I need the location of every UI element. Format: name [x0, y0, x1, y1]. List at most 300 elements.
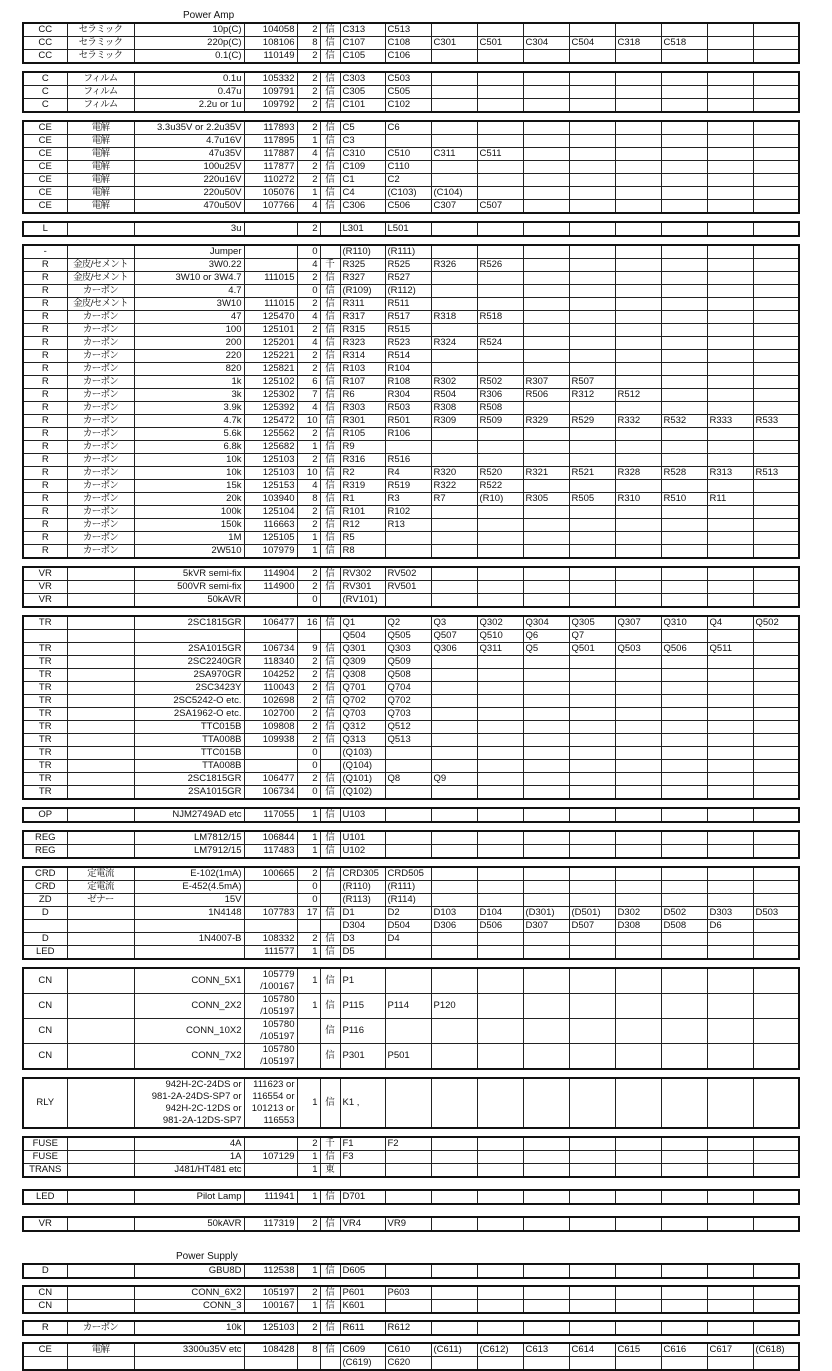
cell-ref: U103 [340, 808, 385, 822]
table-row [23, 1078, 799, 1128]
cell-ref: D508 [661, 920, 707, 933]
cell-ref [569, 867, 615, 881]
cell-ref [615, 23, 661, 37]
cell-ref [523, 656, 569, 669]
cell-ref [661, 734, 707, 747]
cell-type: CC [23, 37, 67, 50]
cell-ref: Q305 [569, 616, 615, 630]
cell-ref [385, 1300, 431, 1314]
cell-ref: C507 [477, 200, 523, 214]
table-row [23, 1286, 799, 1300]
table-row [23, 441, 799, 454]
cell-ref: R311 [340, 298, 385, 311]
cell-mark: 信 [320, 480, 340, 493]
cell-ref [615, 682, 661, 695]
cell-ref [615, 1164, 661, 1178]
cell-ref [523, 50, 569, 64]
cell-ref [753, 174, 799, 187]
cell-ref [431, 272, 477, 285]
cell-ref [661, 946, 707, 960]
cell-ref: R8 [340, 545, 385, 559]
cell-part: 107766 [244, 200, 297, 214]
cell-type: R [23, 337, 67, 350]
cell-ref: RV501 [385, 581, 431, 594]
cell-ref [615, 454, 661, 467]
cell-ref [569, 773, 615, 786]
table-row [23, 72, 799, 86]
cell-ref [753, 23, 799, 37]
cell-desc [67, 786, 134, 800]
cell-type: ZD [23, 894, 67, 907]
cell-ref [523, 174, 569, 187]
cell-part: 105197 [244, 1286, 297, 1300]
cell-ref: R1 [340, 493, 385, 506]
table-row [23, 1019, 799, 1044]
cell-qty: 1 [297, 1078, 320, 1128]
cell-desc: 金皮/セメント [67, 298, 134, 311]
cell-mark: 信 [320, 682, 340, 695]
cell-mark: 信 [320, 643, 340, 656]
cell-value: 100 [134, 324, 244, 337]
cell-ref [707, 1137, 753, 1151]
cell-ref [753, 337, 799, 350]
cell-ref [523, 99, 569, 113]
cell-ref [523, 285, 569, 298]
cell-ref: D503 [753, 907, 799, 920]
cell-mark: 信 [320, 1151, 340, 1164]
cell-ref: D506 [477, 920, 523, 933]
cell-desc [67, 616, 134, 630]
cell-value: 220p(C) [134, 37, 244, 50]
cell-part: 125105 [244, 532, 297, 545]
cell-desc: 電解 [67, 174, 134, 187]
cell-ref: C1 [340, 174, 385, 187]
cell-ref [523, 708, 569, 721]
cell-ref [477, 894, 523, 907]
cell-ref [523, 23, 569, 37]
cell-part: 105076 [244, 187, 297, 200]
cell-ref [707, 337, 753, 350]
cell-desc: 電解 [67, 148, 134, 161]
cell-ref [707, 200, 753, 214]
cell-ref: C615 [615, 1343, 661, 1357]
cell-ref [615, 786, 661, 800]
cell-ref [707, 1286, 753, 1300]
cell-desc [67, 630, 134, 643]
cell-type: R [23, 311, 67, 324]
cell-type: R [23, 272, 67, 285]
cell-ref [523, 187, 569, 200]
cell-ref: C510 [385, 148, 431, 161]
table-row [23, 669, 799, 682]
cell-ref [615, 441, 661, 454]
cell-ref [569, 363, 615, 376]
parts-group [22, 1263, 800, 1279]
parts-group [22, 615, 800, 800]
cell-ref [523, 454, 569, 467]
cell-ref [523, 721, 569, 734]
cell-ref [615, 946, 661, 960]
cell-ref: R107 [340, 376, 385, 389]
cell-ref [661, 994, 707, 1019]
cell-mark: 信 [320, 545, 340, 559]
cell-ref: D6 [707, 920, 753, 933]
table-row [23, 454, 799, 467]
cell-part: 108106 [244, 37, 297, 50]
table-row [23, 708, 799, 721]
parts-group [22, 1136, 800, 1178]
cell-ref [523, 567, 569, 581]
cell-ref [523, 200, 569, 214]
table-row [23, 545, 799, 559]
cell-desc: カーボン [67, 441, 134, 454]
cell-value: 47 [134, 311, 244, 324]
cell-ref [615, 1137, 661, 1151]
cell-ref [615, 594, 661, 608]
cell-ref [523, 402, 569, 415]
cell-ref [615, 567, 661, 581]
cell-value: 10k [134, 467, 244, 480]
cell-desc: 金皮/セメント [67, 272, 134, 285]
cell-ref [753, 389, 799, 402]
cell-ref [615, 376, 661, 389]
section-label-power-supply: Power Supply [176, 1251, 238, 1262]
cell-ref [707, 1019, 753, 1044]
cell-ref [477, 773, 523, 786]
cell-ref [661, 428, 707, 441]
cell-ref [707, 594, 753, 608]
cell-value: 2SC5242-O etc. [134, 695, 244, 708]
cell-mark: 信 [320, 402, 340, 415]
cell-ref [431, 99, 477, 113]
cell-ref [523, 1264, 569, 1278]
cell-desc: フィルム [67, 72, 134, 86]
cell-value: 3.3u35V or 2.2u35V [134, 121, 244, 135]
cell-ref [707, 760, 753, 773]
cell-value: 4.7 [134, 285, 244, 298]
cell-ref [615, 867, 661, 881]
cell-ref [661, 1190, 707, 1204]
cell-ref: R108 [385, 376, 431, 389]
cell-part [244, 1357, 297, 1371]
cell-ref [431, 324, 477, 337]
cell-ref [477, 747, 523, 760]
cell-ref: R503 [385, 402, 431, 415]
cell-ref [385, 135, 431, 148]
cell-ref [569, 1137, 615, 1151]
cell-type: R [23, 506, 67, 519]
parts-group [22, 1320, 800, 1336]
cell-value: CONN_10X2 [134, 1019, 244, 1044]
cell-ref [477, 50, 523, 64]
cell-ref [707, 881, 753, 894]
cell-value: Jumper [134, 245, 244, 259]
cell-type: TR [23, 747, 67, 760]
cell-ref [477, 1300, 523, 1314]
cell-ref: Q306 [431, 643, 477, 656]
cell-ref [753, 1019, 799, 1044]
cell-part: 108332 [244, 933, 297, 946]
cell-ref: R511 [385, 298, 431, 311]
cell-mark [320, 747, 340, 760]
cell-qty: 2 [297, 1321, 320, 1335]
cell-desc [67, 773, 134, 786]
cell-ref [661, 808, 707, 822]
cell-value: 500VR semi-fix [134, 581, 244, 594]
cell-ref [431, 72, 477, 86]
cell-type: R [23, 428, 67, 441]
cell-ref [569, 441, 615, 454]
cell-ref [569, 594, 615, 608]
cell-ref: R519 [385, 480, 431, 493]
cell-part: 102698 [244, 695, 297, 708]
cell-desc [67, 245, 134, 259]
cell-ref [477, 519, 523, 532]
cell-ref [707, 831, 753, 845]
cell-mark [320, 894, 340, 907]
cell-ref [615, 545, 661, 559]
cell-ref [661, 708, 707, 721]
cell-ref [385, 1151, 431, 1164]
cell-type: CE [23, 187, 67, 200]
cell-desc [67, 1190, 134, 1204]
cell-ref [523, 272, 569, 285]
cell-qty: 1 [297, 831, 320, 845]
parts-group [22, 1189, 800, 1205]
cell-value: 2W510 [134, 545, 244, 559]
parts-group [22, 807, 800, 823]
cell-mark: 信 [320, 532, 340, 545]
cell-ref: Q512 [385, 721, 431, 734]
cell-ref [707, 1217, 753, 1231]
cell-ref [615, 428, 661, 441]
cell-part: 108428 [244, 1343, 297, 1357]
cell-ref: P601 [340, 1286, 385, 1300]
cell-ref [431, 808, 477, 822]
cell-ref: D104 [477, 907, 523, 920]
cell-ref: R318 [431, 311, 477, 324]
cell-ref [661, 148, 707, 161]
cell-ref: R103 [340, 363, 385, 376]
cell-mark: 信 [320, 1286, 340, 1300]
cell-part: 125101 [244, 324, 297, 337]
table-row [23, 311, 799, 324]
table-row [23, 467, 799, 480]
cell-mark: 信 [320, 946, 340, 960]
cell-mark [320, 222, 340, 236]
cell-ref [431, 454, 477, 467]
cell-ref [523, 86, 569, 99]
cell-desc [67, 907, 134, 920]
cell-part: 125102 [244, 376, 297, 389]
cell-part: 125682 [244, 441, 297, 454]
cell-ref [661, 200, 707, 214]
cell-ref [477, 1044, 523, 1070]
cell-part: 105779 /100167 [244, 968, 297, 994]
cell-part: 114900 [244, 581, 297, 594]
cell-ref: C511 [477, 148, 523, 161]
cell-desc: カーボン [67, 415, 134, 428]
cell-ref [431, 721, 477, 734]
cell-mark: 信 [320, 708, 340, 721]
cell-ref: Q703 [340, 708, 385, 721]
cell-ref: R12 [340, 519, 385, 532]
cell-desc [67, 994, 134, 1019]
cell-ref: R526 [477, 259, 523, 272]
cell-desc: 電解 [67, 161, 134, 174]
cell-ref [661, 50, 707, 64]
table-row [23, 933, 799, 946]
cell-ref [477, 428, 523, 441]
cell-ref [615, 324, 661, 337]
cell-ref: R310 [615, 493, 661, 506]
cell-ref [615, 630, 661, 643]
cell-ref [661, 519, 707, 532]
cell-ref [615, 161, 661, 174]
cell-part: 125302 [244, 389, 297, 402]
cell-type: CN [23, 1044, 67, 1070]
table-row [23, 285, 799, 298]
cell-value: 1N4148 [134, 907, 244, 920]
cell-value: TTA008B [134, 760, 244, 773]
cell-ref [615, 894, 661, 907]
table-row [23, 630, 799, 643]
parts-group [22, 244, 800, 559]
cell-type: VR [23, 1217, 67, 1231]
table-row [23, 594, 799, 608]
cell-ref: (D501) [569, 907, 615, 920]
cell-qty: 2 [297, 222, 320, 236]
cell-ref: D504 [385, 920, 431, 933]
cell-value: 4.7u16V [134, 135, 244, 148]
cell-ref [523, 259, 569, 272]
cell-ref [523, 135, 569, 148]
cell-ref [523, 1321, 569, 1335]
cell-ref [523, 532, 569, 545]
cell-ref: RV502 [385, 567, 431, 581]
cell-type: R [23, 389, 67, 402]
table-row [23, 135, 799, 148]
cell-mark: 信 [320, 467, 340, 480]
cell-ref [707, 808, 753, 822]
cell-mark [320, 760, 340, 773]
cell-ref [569, 480, 615, 493]
cell-ref [615, 994, 661, 1019]
cell-ref: L301 [340, 222, 385, 236]
cell-ref [615, 808, 661, 822]
cell-ref [523, 1078, 569, 1128]
cell-ref [707, 222, 753, 236]
cell-mark: 信 [320, 1264, 340, 1278]
cell-mark: 信 [320, 187, 340, 200]
cell-ref [707, 994, 753, 1019]
cell-ref: (D301) [523, 907, 569, 920]
cell-ref [753, 643, 799, 656]
cell-ref [753, 656, 799, 669]
cell-desc: カーボン [67, 506, 134, 519]
cell-mark: 信 [320, 454, 340, 467]
cell-ref [385, 1164, 431, 1178]
table-row [23, 773, 799, 786]
cell-ref [753, 121, 799, 135]
cell-ref [569, 285, 615, 298]
cell-ref: C4 [340, 187, 385, 200]
cell-desc: カーボン [67, 389, 134, 402]
cell-ref [707, 894, 753, 907]
cell-ref: Q6 [523, 630, 569, 643]
cell-ref [707, 682, 753, 695]
cell-qty: 2 [297, 121, 320, 135]
cell-ref [707, 135, 753, 148]
cell-ref: Q505 [385, 630, 431, 643]
cell-mark: 信 [320, 311, 340, 324]
cell-ref [661, 968, 707, 994]
cell-ref [477, 867, 523, 881]
cell-ref [569, 933, 615, 946]
cell-part: 112538 [244, 1264, 297, 1278]
cell-ref [753, 1300, 799, 1314]
cell-ref: R5 [340, 532, 385, 545]
cell-ref [523, 968, 569, 994]
cell-ref [661, 881, 707, 894]
table-row [23, 1343, 799, 1357]
cell-ref [431, 285, 477, 298]
cell-type: CN [23, 1019, 67, 1044]
cell-qty: 10 [297, 467, 320, 480]
cell-desc [67, 1357, 134, 1371]
cell-value: 47u35V [134, 148, 244, 161]
cell-ref [661, 324, 707, 337]
cell-ref [477, 506, 523, 519]
cell-ref [707, 656, 753, 669]
cell-part: 125153 [244, 480, 297, 493]
cell-ref [753, 867, 799, 881]
cell-ref [431, 933, 477, 946]
cell-ref [753, 161, 799, 174]
cell-ref [569, 259, 615, 272]
cell-ref [477, 1137, 523, 1151]
cell-type: CE [23, 174, 67, 187]
cell-value [134, 1357, 244, 1371]
cell-ref: R2 [340, 467, 385, 480]
cell-ref: R321 [523, 467, 569, 480]
cell-mark: 信 [320, 581, 340, 594]
table-row [23, 493, 799, 506]
cell-mark: 信 [320, 1190, 340, 1204]
cell-ref [707, 630, 753, 643]
cell-ref [569, 1264, 615, 1278]
cell-ref: Q4 [707, 616, 753, 630]
cell-type: L [23, 222, 67, 236]
cell-ref [615, 881, 661, 894]
cell-ref [661, 760, 707, 773]
cell-ref [661, 1264, 707, 1278]
cell-ref [753, 1151, 799, 1164]
cell-type: R [23, 519, 67, 532]
cell-ref [385, 808, 431, 822]
cell-value: 2SC3423Y [134, 682, 244, 695]
cell-desc: カーボン [67, 467, 134, 480]
cell-ref: (R112) [385, 285, 431, 298]
cell-ref [753, 708, 799, 721]
cell-type: CE [23, 161, 67, 174]
cell-ref [753, 376, 799, 389]
cell-desc [67, 1078, 134, 1128]
cell-value: CONN_7X2 [134, 1044, 244, 1070]
cell-qty: 2 [297, 174, 320, 187]
cell-type: TR [23, 669, 67, 682]
table-row [23, 519, 799, 532]
